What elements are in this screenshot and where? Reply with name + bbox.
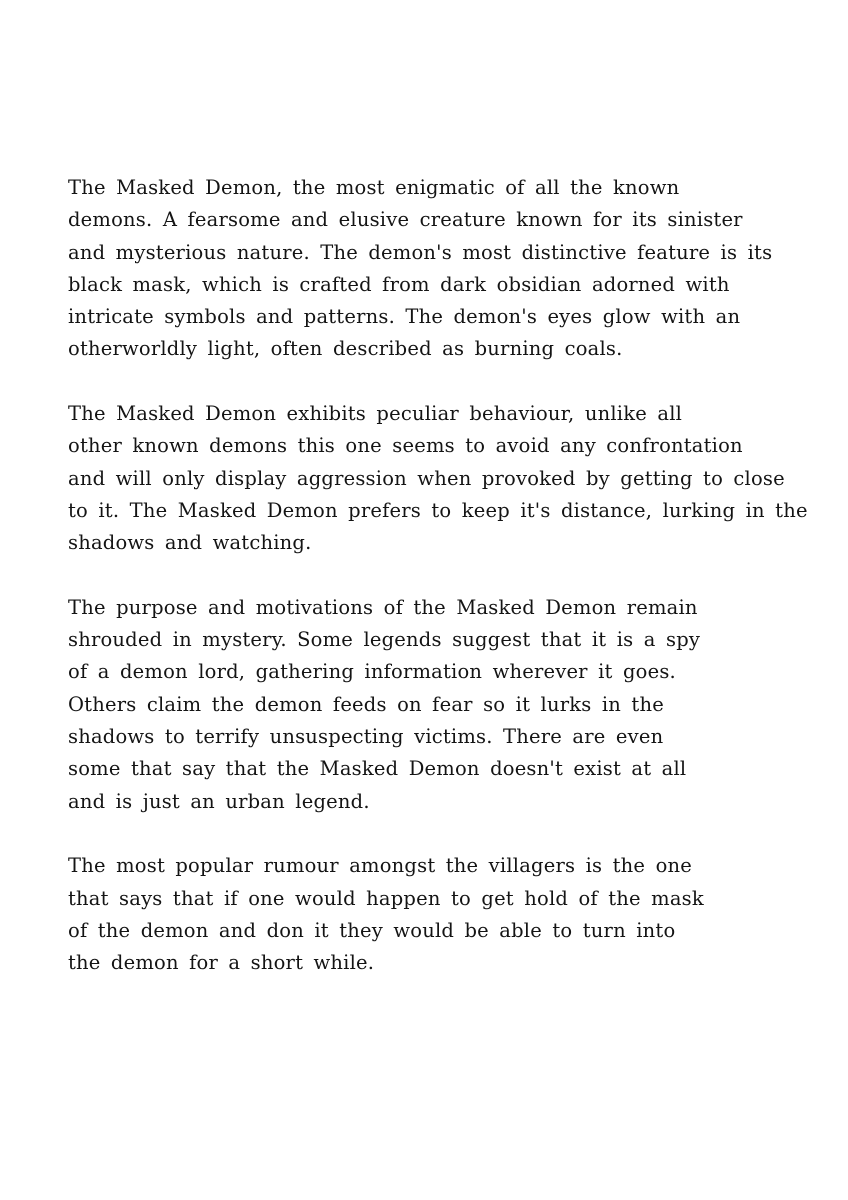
text-line: to it. The Masked Demon prefers to keep it's distance, lurking in the [68, 498, 808, 522]
text-line: other known demons this one seems to avoid any confrontation [68, 434, 743, 458]
text-line: demons. A fearsome and elusive creature known for its sinister [68, 208, 743, 232]
paragraph-1 [68, 172, 838, 366]
paragraph-2 [68, 398, 838, 559]
text-line: black mask, which is crafted from dark obsidian adorned with [68, 272, 730, 296]
text-line: and will only display aggression when provoked by getting to close [68, 466, 785, 490]
text-line: and is just an urban legend. [68, 789, 370, 813]
paragraph-4 [68, 850, 838, 979]
text-line: of the demon and don it they would be able to turn into [68, 918, 676, 942]
text-line: The most popular rumour amongst the villagers is the one [68, 854, 693, 878]
text-line: The Masked Demon, the most enigmatic of all the known [68, 176, 680, 199]
text-line: that says that if one would happen to get hold of the mask [68, 886, 704, 910]
text-line: shadows and watching. [68, 531, 312, 555]
text-line: the demon for a short while. [68, 951, 375, 975]
text-line: some that say that the Masked Demon doesn't exist at all [68, 757, 687, 781]
paragraph-3 [68, 592, 838, 818]
text-line: otherworldly light, often described as burning coals. [68, 337, 623, 361]
text-line: and mysterious nature. The demon's most distinctive feature is its [68, 240, 773, 264]
document-body [68, 172, 838, 1012]
text-line: The purpose and motivations of the Masked Demon remain [68, 595, 698, 619]
text-line: shadows to terrify unsuspecting victims. There are even [68, 725, 664, 749]
text-line: intricate symbols and patterns. The demon's eyes glow with an [68, 305, 741, 329]
text-line: of a demon lord, gathering information wherever it goes. [68, 660, 676, 684]
text-line: Others claim the demon feeds on fear so it lurks in the [68, 692, 664, 716]
text-line: shrouded in mystery. Some legends suggest that it is a spy [68, 628, 701, 652]
text-line: The Masked Demon exhibits peculiar behaviour, unlike all [68, 402, 683, 426]
